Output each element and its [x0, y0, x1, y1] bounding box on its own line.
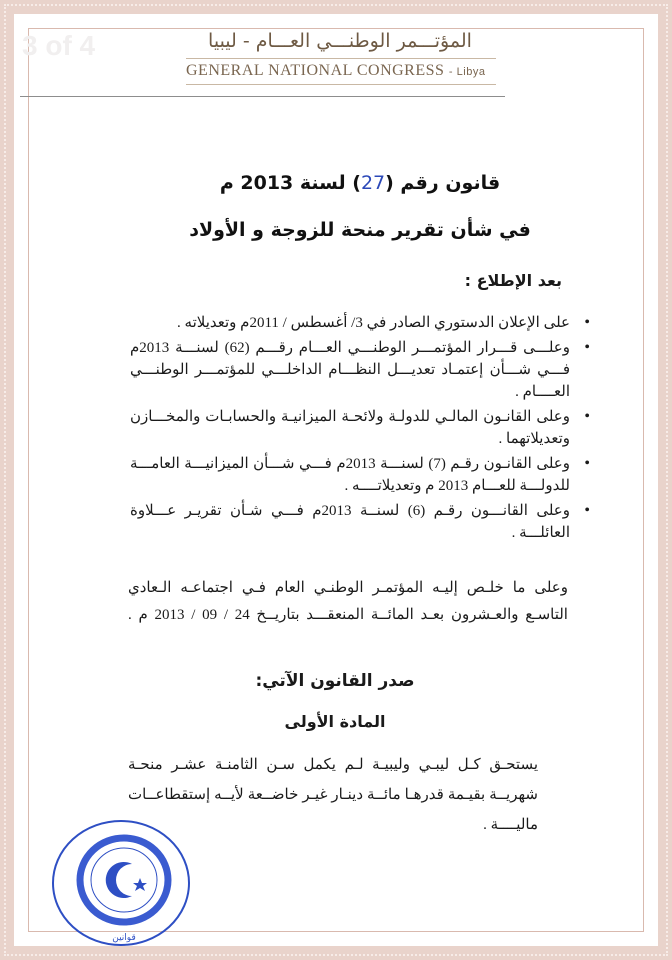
header-rule [20, 96, 505, 97]
preamble-closing-line: التاسـع والعـشرون بعـد المائــة المنعقـــد بتاريــخ 24 / 09 / 2013 م . [128, 607, 568, 623]
law-title-prefix: قانون رقم ( [385, 172, 501, 194]
preamble-item: • وعلى القانـــون رقـم (6) لسنــة 2013م فـــي شـأن تقريـر عـــلاوة العائلـــة . [130, 500, 570, 544]
official-seal-stamp [50, 818, 192, 948]
law-title-suffix: ) لسنة 2013 م [219, 172, 361, 194]
preamble-item: • على الإعلان الدستوري الصادر في 3/ أغسطس / 2011م وتعديلاته . [130, 312, 570, 334]
page-count-watermark: 3 of 4 [22, 30, 96, 61]
article-line: يستحـق كـل ليبـي وليبيـة لـم يكمل سـن الثامنـة عشـر منحـة [128, 757, 538, 773]
preamble-item: • وعلى القانـون المالـي للدولـة ولائحـة الميزانيـة والحسابـات والمخـــازن وتعديلاتهما . [130, 406, 570, 450]
preamble-closing [128, 575, 568, 629]
letterhead-underline [186, 84, 496, 85]
letterhead-arabic: المؤتـــمر الوطنـــي العـــام - ليبيا [208, 30, 472, 52]
article-heading: المادة الأولى [284, 712, 386, 731]
law-subject: في شأن تقرير منحة للزوجة و الأولاد [189, 219, 531, 241]
preamble-heading: بعد الإطلاع : [464, 271, 562, 290]
svg-text:قوانين: قوانين [112, 933, 136, 943]
preamble-item: • وعلـــى قـــرار المؤتمـــر الوطنـــي العـــام رقـــم (62) لسنـــة 2013م فـــي شـــأن إعتمـاد تعديـــل النظـــام الداخلـــي للمؤتمـــر الوطنـــي العــــام . [130, 337, 570, 403]
letterhead-english-name: GENERAL NATIONAL CONGRESS [186, 62, 445, 79]
article-line: شهريــة بقيـمة قدرهـا مائــة دينـار غيـر خاضــعة لأيــه إستقطاعــات [128, 787, 538, 803]
letterhead-english-suffix: - Libya [448, 66, 486, 78]
preamble-item: • وعلى القانـون رقـم (7) لسنـــة 2013م فـــي شـــأن الميزانيـــة العامـــة للدولـــة للعـــام 2013 م وتعديلاتــــه . [130, 453, 570, 497]
issued-heading: صدر القانون الآتي: [255, 671, 415, 691]
preamble-closing-line: وعلى ما خلـص إليـه المؤتمـر الوطنـي العام فـي اجتماعـه الـعادي [128, 580, 568, 596]
preamble-list [130, 312, 592, 547]
law-title [150, 172, 570, 194]
article-line: ماليــــة . [483, 817, 538, 833]
handwritten-law-number: 27 [360, 172, 386, 194]
letterhead-english [186, 62, 485, 80]
letterhead-divider [186, 58, 496, 59]
